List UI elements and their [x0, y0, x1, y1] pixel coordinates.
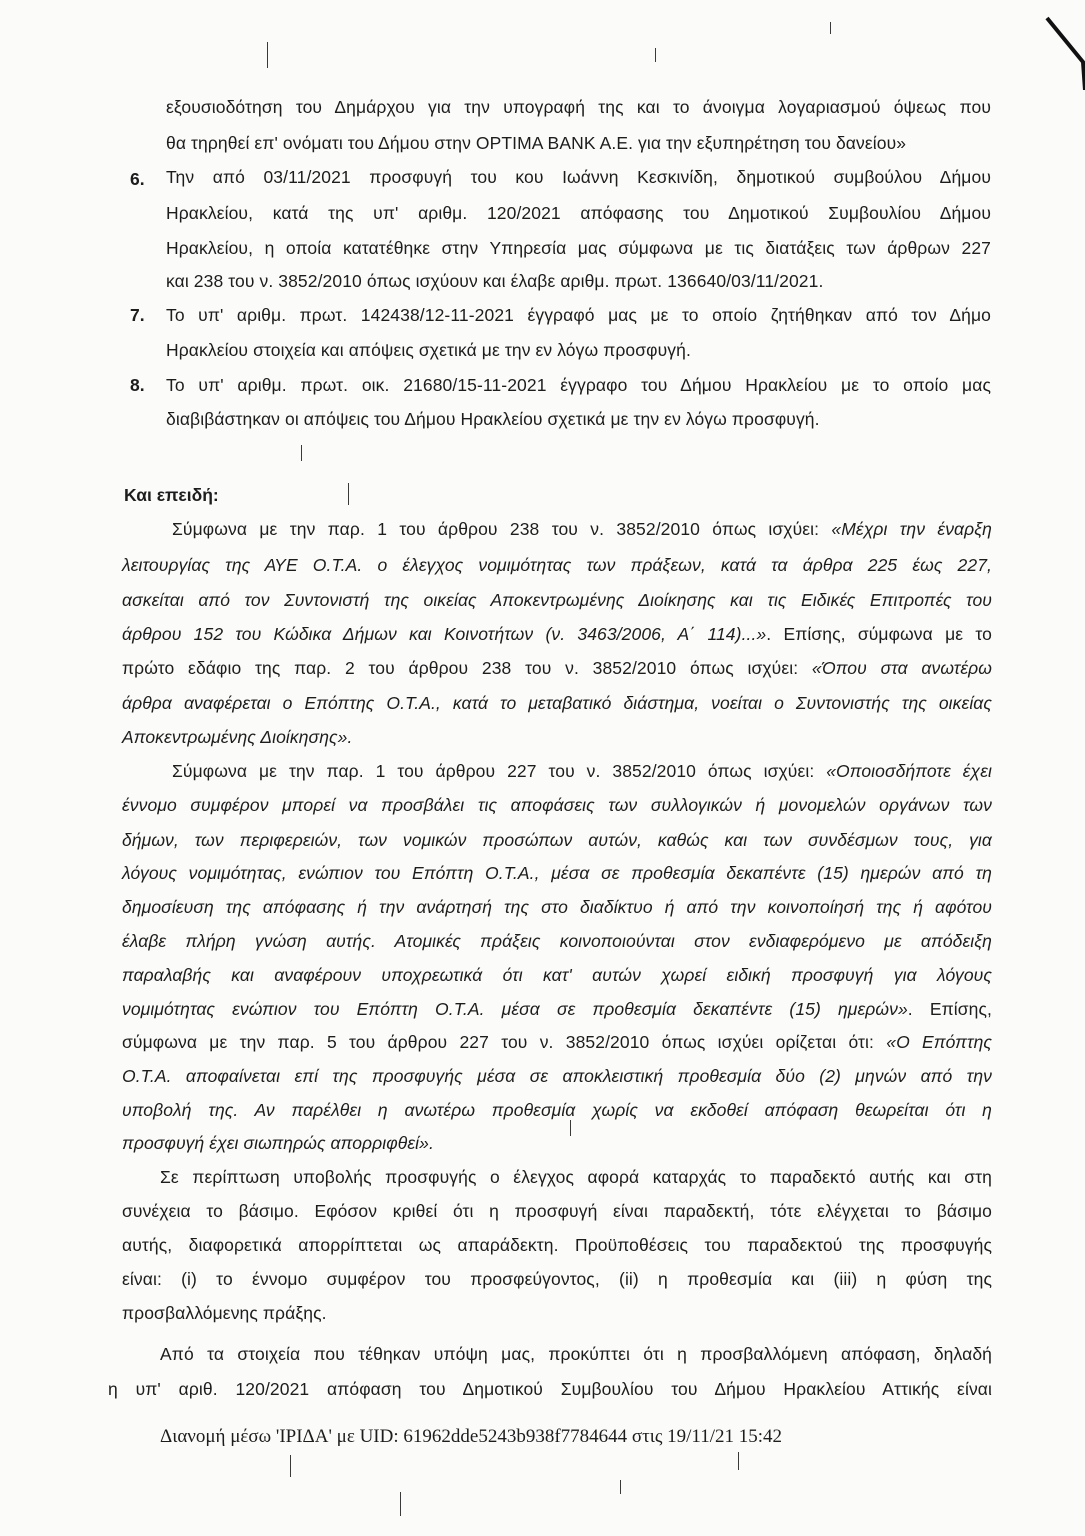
- list-number: 6.: [130, 169, 145, 189]
- section-heading: Και επειδή:: [124, 485, 219, 505]
- text-line: [122, 1031, 992, 1053]
- text-line: Από τα στοιχεία που τέθηκαν υπόψη μας, προκύπτει ότι η προσβαλλόμενη απόφαση, δηλαδή: [160, 1344, 992, 1364]
- quote-run: «Ο Επόπτης: [886, 1032, 992, 1052]
- text-line: αυτής, διαφορετικά απορρίπτεται ως απαράδεκτη. Προϋποθέσεις του παραδεκτού της προσφυγής: [122, 1235, 992, 1255]
- scan-mark: [738, 1452, 739, 1470]
- text-line: [172, 518, 992, 540]
- scan-mark: [570, 1120, 571, 1136]
- list-number: 8.: [130, 375, 145, 395]
- text-run: . Επίσης, σύμφωνα με το: [766, 624, 992, 644]
- text-line: θα τηρηθεί επ' ονόματι του Δήμου στην OPTIMA BANK A.E. για την εξυπηρέτηση του δανείου»: [166, 133, 907, 153]
- text-run: σύμφωνα με την παρ. 5 του άρθρου 227 του ν. 3852/2010 όπως ισχύει ορίζεται ότι:: [122, 1032, 887, 1052]
- text-line: Σε περίπτωση υποβολής προσφυγής ο έλεγχος αφορά καταρχάς το παραδεκτό αυτής και στη: [160, 1167, 992, 1187]
- scan-mark: [301, 445, 302, 461]
- text-line: [122, 657, 992, 679]
- text-line: εξουσιοδότηση του Δημάρχου για την υπογραφή της και το άνοιγμα λογαριασμού όψεως που: [166, 97, 991, 117]
- text-run: Σύμφωνα με την παρ. 1 του άρθρου 238 του ν. 3852/2010 όπως ισχύει:: [172, 519, 832, 539]
- scan-mark: [830, 22, 831, 34]
- quote-run: «Όπου στα ανωτέρω: [811, 658, 992, 678]
- text-line: η υπ' αριθ. 120/2021 απόφαση του Δημοτικού Συμβουλίου του Δήμου Ηρακλείου Αττικής είναι: [108, 1379, 992, 1399]
- text-run: . Επίσης,: [907, 999, 992, 1019]
- text-line: έλαβε πλήρη γνώση αυτής. Ατομικές πράξεις κοινοποιούνται στον ενδιαφερόμενο με απόδειξη: [122, 931, 992, 951]
- quote-run: άρθρου 152 του Κώδικα Δήμων και Κοινοτήτων (ν. 3463/2006, Α΄ 114)...»: [122, 624, 767, 644]
- text-line: διαβιβάστηκαν οι απόψεις του Δήμου Ηρακλείου σχετικά με την εν λόγω προσφυγή.: [166, 409, 820, 429]
- quote-run: νομιμότητας ενώπιον του Επόπτη Ο.Τ.Α. μέσα σε προθεσμία δεκαπέντε (15) ημερών»: [122, 999, 908, 1019]
- text-line: υποβολή της. Αν παρέλθει η ανωτέρω προθεσμία χωρίς να εκδοθεί απόφαση θεωρείται ότι η: [122, 1100, 992, 1120]
- distribution-footer: Διανομή μέσω 'ΙΡΙΔΑ' με UID: 61962dde5243b938f7784644 στις 19/11/21 15:42: [160, 1426, 783, 1447]
- text-line: Ο.Τ.Α. αποφαίνεται επί της προσφυγής μέσα σε αποκλειστική προθεσμία δύο (2) μηνών από την: [122, 1066, 992, 1086]
- text-line: Την από 03/11/2021 προσφυγή του κου Ιωάννη Κεσκινίδη, δημοτικού συμβούλου Δήμου: [166, 167, 991, 187]
- scan-mark: [655, 48, 656, 62]
- text-line: λειτουργίας της ΑΥΕ Ο.Τ.Α. ο έλεγχος νομιμότητας των πράξεων, κατά τα άρθρα 225 έως 227,: [122, 555, 992, 575]
- scan-mark: [348, 483, 349, 505]
- text-run: πρώτο εδάφιο της παρ. 2 του άρθρου 238 του ν. 3852/2010 όπως ισχύει:: [122, 658, 812, 678]
- scan-corner-mark: [1025, 0, 1085, 90]
- scan-mark: [267, 42, 268, 68]
- text-line: άρθρα αναφέρεται ο Επόπτης Ο.Τ.Α., κατά το μεταβατικό διάστημα, νοείται ο Συντονιστής της οικείας: [122, 693, 992, 713]
- text-line: Ηρακλείου στοιχεία και απόψεις σχετικά με την εν λόγω προσφυγή.: [166, 340, 691, 360]
- text-line: παραλαβής και αναφέρουν υποχρεωτικά ότι κατ' αυτών χωρεί ειδική προσφυγή για λόγους: [122, 965, 992, 985]
- text-line: Το υπ' αριθμ. πρωτ. 142438/12-11-2021 έγγραφό μας με το οποίο ζητήθηκαν από τον Δήμο: [166, 305, 991, 325]
- quote-run: «Οποιοσδήποτε έχει: [826, 761, 992, 781]
- list-number: 7.: [130, 305, 145, 325]
- text-line: Αποκεντρωμένης Διοίκησης».: [122, 727, 353, 747]
- text-line: [122, 998, 992, 1020]
- quote-run: «Μέχρι την έναρξη: [831, 519, 992, 539]
- text-line: δημοσίευση της απόφασης ή την ανάρτησή της στο διαδίκτυο ή από την κοινοποίησή της ή αφότου: [122, 897, 992, 917]
- text-line: [172, 760, 992, 782]
- text-run: Σύμφωνα με την παρ. 1 του άρθρου 227 του ν. 3852/2010 όπως ισχύει:: [172, 761, 827, 781]
- text-line: είναι: (i) το έννομο συμφέρον του προσφεύγοντος, (ii) η προθεσμία και (iii) η φύση της: [122, 1269, 992, 1289]
- scan-mark: [400, 1492, 401, 1516]
- text-line: προσβαλλόμενης πράξης.: [122, 1303, 327, 1323]
- text-line: προσφυγή έχει σιωπηρώς απορριφθεί».: [122, 1133, 434, 1153]
- text-line: δήμων, των περιφερειών, των νομικών προσώπων αυτών, καθώς και των συνδέσμων τους, για: [122, 830, 992, 850]
- text-line: Το υπ' αριθμ. πρωτ. οικ. 21680/15-11-2021 έγγραφο του Δήμου Ηρακλείου με το οποίο μας: [166, 375, 991, 395]
- text-line: συνέχεια το βάσιμο. Εφόσον κριθεί ότι η προσφυγή είναι παραδεκτή, τότε ελέγχεται το βάσιμο: [122, 1201, 992, 1221]
- text-line: έννομο συμφέρον μπορεί να προσβάλει τις αποφάσεις των συλλογικών ή μονομελών οργάνων των: [122, 795, 992, 815]
- scan-mark: [620, 1480, 621, 1494]
- text-line: Ηρακλείου, η οποία κατατέθηκε στην Υπηρεσία μας σύμφωνα με τις διατάξεις των άρθρων 227: [166, 238, 991, 258]
- text-line: [122, 623, 992, 645]
- scan-mark: [290, 1455, 291, 1477]
- text-line: και 238 του ν. 3852/2010 όπως ισχύουν και έλαβε αριθμ. πρωτ. 136640/03/11/2021.: [166, 271, 824, 291]
- text-line: Ηρακλείου, κατά της υπ' αριθμ. 120/2021 απόφασης του Δημοτικού Συμβουλίου Δήμου: [166, 203, 991, 223]
- text-line: ασκείται από τον Συντονιστή της οικείας Αποκεντρωμένης Διοίκησης και τις Ειδικές Επιτροπές του: [122, 590, 992, 610]
- text-line: λόγους νομιμότητας, ενώπιον του Επόπτη Ο.Τ.Α., μέσα σε προθεσμία δεκαπέντε (15) ημερών από τη: [122, 863, 992, 883]
